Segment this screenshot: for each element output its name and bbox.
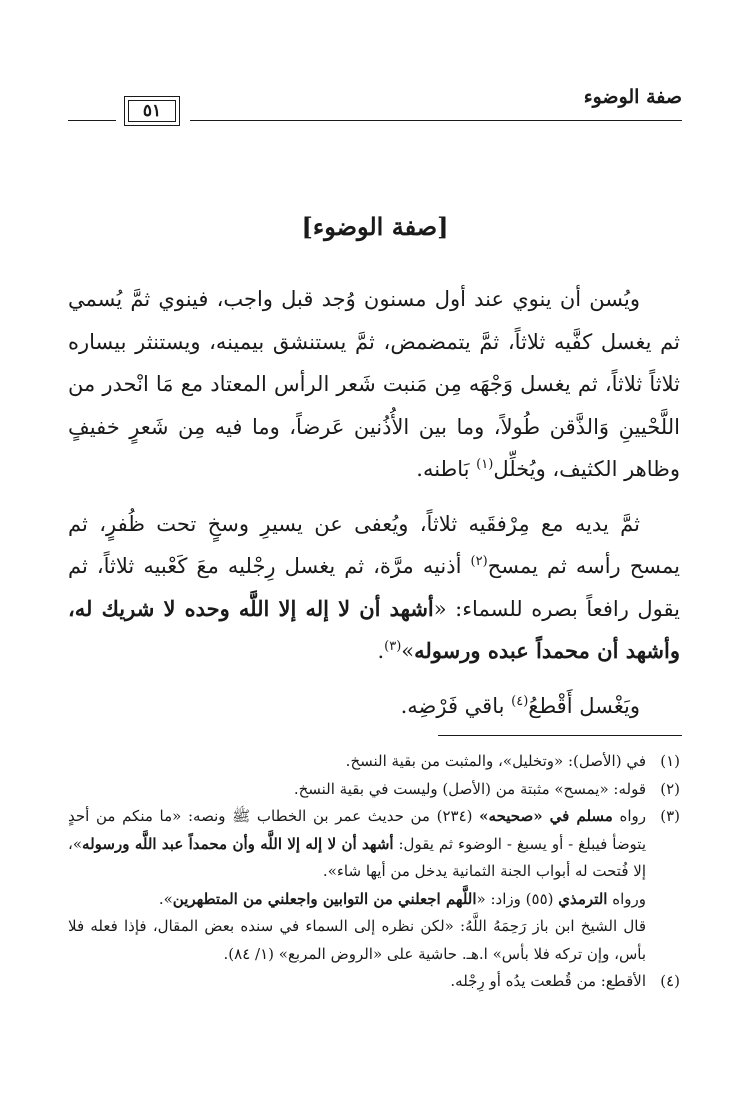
footnote-3-continuation: قال الشيخ ابن باز رَحِمَهُ اللَّهُ: «لكن نظره إلى السماء في سنده بعض المقال، فإذا فعله فلا بأس، وإن تركه فلا بأس» ا.هـ. حاشية على «الروض المربع» (١/ ٨٤). bbox=[68, 917, 646, 963]
footnote-4 bbox=[68, 968, 680, 996]
supplication-text: اللَّهم اجعلني من التوابين واجعلني من المتطهرين bbox=[172, 889, 477, 908]
text-run: »، إلا فُتحت له أبواب الجنة الثمانية يدخل من أيها شاء». bbox=[68, 834, 646, 880]
running-header-title: صفة الوضوء bbox=[583, 86, 682, 108]
footnote-number: (٢) bbox=[660, 779, 680, 798]
text-run: أذنيه مرَّة، ثم يغسل رِجْليه معَ كَعْبيه ثلاثاً، ثم يقول رافعاً بصره للسماء: « bbox=[68, 554, 680, 621]
footnote-number: (١) bbox=[660, 752, 680, 770]
footnote-separator bbox=[438, 735, 682, 736]
header-rule bbox=[190, 120, 682, 121]
footnote-3 bbox=[68, 803, 680, 886]
footnote-number: (٣) bbox=[660, 807, 680, 825]
text-run: ثمَّ يديه مع مِرْفقَيه ثلاثاً، ويُعفى عن يسيرِ وسخٍ تحت ظُفرٍ، ثم يمسح رأسه ثم يمسح bbox=[68, 511, 680, 578]
source-name: الترمذي bbox=[558, 889, 608, 908]
paragraph-1 bbox=[68, 278, 680, 491]
footnote-ref-2: (٢) bbox=[470, 554, 488, 569]
source-name: مسلم في «صحيحه» bbox=[479, 807, 613, 825]
text-run: (٥٥) وزاد: « bbox=[476, 889, 559, 908]
footnote-3-continuation bbox=[68, 886, 646, 914]
page-number-box bbox=[124, 96, 180, 126]
page-number: ٥١ bbox=[142, 101, 162, 121]
footnote-text bbox=[68, 803, 646, 886]
main-text bbox=[68, 278, 680, 727]
footnotes bbox=[68, 748, 680, 996]
text-run: باقي فَرْضِه. bbox=[400, 693, 512, 718]
header-rule-short bbox=[68, 120, 116, 121]
text-run: ويُسن أن ينوي عند أول مسنون وُجد قبل واجب، فينوي ثمَّ يُسمي ثم يغسل كفَّيه ثلاثاً، ثمَّ يتمضمض، ثمَّ يستنشق بيمينه، ويستنثر بيساره ثلاثاً ثلاثاً، ثم يغسل وَجْهَه مِن مَنبت شَعر الرأس المعتاد مع مَا انْحدر من اللَّحْيينِ وَالذَّقن طُولاً، وما بين الأُذُنين عَرضاً، وما فيه مِن شَعرٍ خفيفٍ وظاهر الكثيف، ويُخلِّل bbox=[68, 287, 680, 481]
footnote-ref-1: (١) bbox=[476, 457, 494, 472]
text-run: ويَغْسل أَقْطعُ bbox=[528, 693, 640, 718]
supplication-text: أشهد أن لا إله إلا اللَّه وأن محمداً عبد اللَّه ورسوله bbox=[82, 834, 394, 853]
paragraph-2 bbox=[68, 503, 680, 673]
footnote-ref-3: (٣) bbox=[384, 639, 402, 654]
text-run: ورواه bbox=[607, 889, 646, 908]
footnote-ref-4: (٤) bbox=[511, 693, 529, 709]
text-run: رواه bbox=[612, 807, 646, 825]
footnote-number: (٤) bbox=[660, 972, 680, 990]
text-run: بَاطنه. bbox=[416, 457, 477, 481]
text-run: ». bbox=[158, 889, 173, 908]
footnote-text: في (الأصل): «وتخليل»، والمثبت من بقية النسخ. bbox=[345, 752, 646, 770]
footnote-text: قوله: «يمسح» مثبتة من (الأصل) وليست في بقية النسخ. bbox=[293, 779, 646, 798]
paragraph-3 bbox=[68, 685, 680, 728]
text-run: (٢٣٤) من حديث عمر بن الخطاب ﷺ ونصه: «ما منكم من أحدٍ يتوضأ فيبلغ - أو يسبغ - الوضوء ثم يقول: bbox=[68, 807, 646, 853]
text-run: » bbox=[401, 639, 415, 663]
section-heading: [صفة الوضوء] bbox=[301, 212, 449, 241]
footnote-text: الأقطع: من قُطعت يدُه أو رِجْله. bbox=[450, 972, 646, 990]
footnote-2 bbox=[68, 776, 680, 804]
supplication-text: أشهد أن لا إله إلا اللَّه وحده لا شريك له، وأشهد أن محمداً عبده ورسوله bbox=[68, 595, 680, 663]
text-run: . bbox=[377, 639, 385, 663]
footnote-1 bbox=[68, 748, 680, 776]
